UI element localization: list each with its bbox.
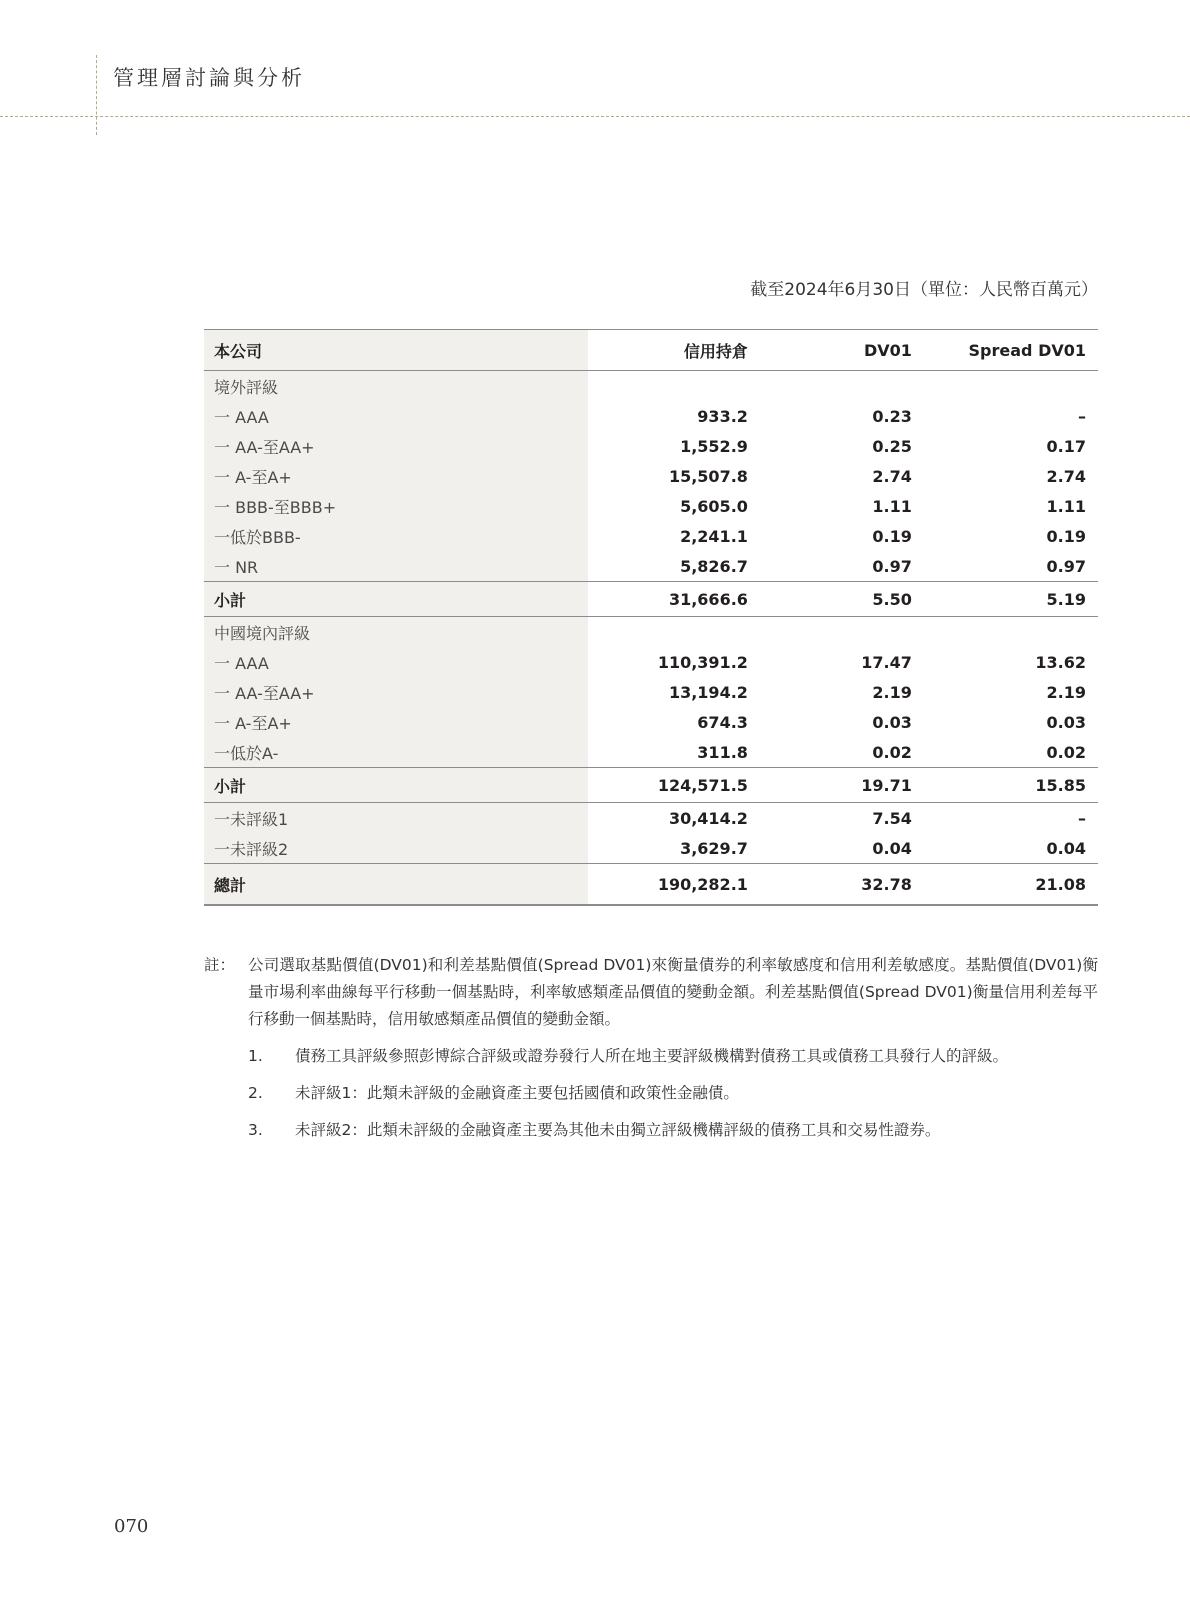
table-row	[204, 431, 1098, 461]
note-intro	[204, 952, 1098, 1033]
group-header-row	[204, 371, 1098, 402]
credit-position-cell: 124,571.5	[588, 768, 748, 803]
row-label: 一 AA-至AA+	[204, 677, 588, 707]
credit-position-cell	[588, 617, 748, 648]
spread-dv01-cell: 21.08	[912, 864, 1098, 906]
note-item	[248, 1080, 1098, 1107]
dv01-cell: 2.74	[872, 466, 912, 486]
row-label: 一 A-至A+	[204, 707, 588, 737]
note-item	[248, 1043, 1098, 1070]
credit-position-cell: 674.3	[697, 712, 748, 732]
page-number: 070	[114, 1516, 149, 1537]
header-entity: 本公司	[204, 330, 588, 371]
notes-section	[204, 952, 1098, 1144]
spread-dv01-cell: 0.17	[1046, 436, 1086, 456]
spread-dv01-cell: 13.62	[1035, 652, 1086, 672]
table-row	[204, 833, 1098, 864]
dv01-cell: 0.19	[872, 526, 912, 546]
dv01-cell: 0.02	[872, 742, 912, 762]
credit-position-cell: 30,414.2	[668, 808, 748, 828]
table-row	[204, 803, 1098, 834]
dv01-cell: 32.78	[748, 864, 912, 906]
spread-dv01-cell: –	[1078, 808, 1086, 828]
table-row	[204, 401, 1098, 431]
dv01-cell	[748, 371, 912, 402]
dv01-cell: 0.25	[872, 436, 912, 456]
dv01-cell: 0.97	[872, 556, 912, 576]
note-item-text: 未評級1：此類未評級的金融資產主要包括國債和政策性金融債。	[295, 1084, 739, 1102]
dv01-cell: 2.19	[872, 682, 912, 702]
row-label: 一 AAA	[204, 401, 588, 431]
spread-dv01-cell: 0.19	[1046, 526, 1086, 546]
spread-dv01-cell: 0.03	[1046, 712, 1086, 732]
spread-dv01-cell: 1.11	[1046, 496, 1086, 516]
table-row	[204, 461, 1098, 491]
note-mark: 註：	[204, 956, 236, 974]
credit-position-cell: 1,552.9	[680, 436, 748, 456]
note-item	[248, 1117, 1098, 1144]
credit-position-cell: 31,666.6	[588, 582, 748, 617]
header-spread-dv01: Spread DV01	[912, 330, 1098, 371]
credit-position-cell: 15,507.8	[668, 466, 748, 486]
header-divider-horizontal	[0, 116, 1190, 117]
total-row	[204, 864, 1098, 906]
note-item-number: 3.	[248, 1121, 263, 1139]
spread-dv01-cell: 0.04	[1046, 838, 1086, 858]
dv01-cell: 0.04	[872, 838, 912, 858]
row-label: 一 BBB-至BBB+	[204, 491, 588, 521]
row-label: 一未評級1	[204, 803, 588, 834]
spread-dv01-cell: 0.02	[1046, 742, 1086, 762]
credit-position-cell: 5,826.7	[680, 556, 748, 576]
spread-dv01-cell: 2.74	[1046, 466, 1086, 486]
credit-position-cell: 5,605.0	[680, 496, 748, 516]
credit-position-cell: 13,194.2	[668, 682, 748, 702]
subtotal-row	[204, 582, 1098, 617]
dv01-cell: 5.50	[748, 582, 912, 617]
header-dv01: DV01	[748, 330, 912, 371]
dv01-cell: 0.23	[872, 406, 912, 426]
dv01-cell: 19.71	[748, 768, 912, 803]
spread-dv01-cell: 15.85	[912, 768, 1098, 803]
row-label: 總計	[204, 864, 588, 906]
row-label: 境外評級	[204, 371, 588, 402]
credit-position-cell: 110,391.2	[657, 652, 748, 672]
spread-dv01-cell	[912, 617, 1098, 648]
dv01-cell: 7.54	[872, 808, 912, 828]
dv01-cell: 1.11	[872, 496, 912, 516]
note-item-number: 1.	[248, 1047, 263, 1065]
row-label: 小計	[204, 582, 588, 617]
row-label: 一低於A-	[204, 737, 588, 768]
table-row	[204, 677, 1098, 707]
table-row	[204, 521, 1098, 551]
spread-dv01-cell: 0.97	[1046, 556, 1086, 576]
table-header-row	[204, 330, 1098, 371]
row-label: 中國境內評級	[204, 617, 588, 648]
spread-dv01-cell: 2.19	[1046, 682, 1086, 702]
credit-position-cell: 190,282.1	[588, 864, 748, 906]
group-header-row	[204, 617, 1098, 648]
credit-position-cell: 933.2	[697, 406, 748, 426]
row-label: 一 AAA	[204, 647, 588, 677]
table-row	[204, 737, 1098, 768]
table-row	[204, 707, 1098, 737]
credit-position-cell: 2,241.1	[680, 526, 748, 546]
row-label: 一 A-至A+	[204, 461, 588, 491]
dv01-cell: 17.47	[861, 652, 912, 672]
credit-position-cell: 3,629.7	[680, 838, 748, 858]
note-item-text: 未評級2：此類未評級的金融資產主要為其他未由獨立評級機構評級的債務工具和交易性證券。	[295, 1121, 941, 1139]
row-label: 一 NR	[204, 551, 588, 582]
table-row	[204, 491, 1098, 521]
row-label: 小計	[204, 768, 588, 803]
spread-dv01-cell: 5.19	[912, 582, 1098, 617]
dv01-cell	[748, 617, 912, 648]
credit-exposure-table	[204, 329, 1098, 906]
table-caption: 截至2024年6月30日（單位：人民幣百萬元）	[750, 280, 1098, 300]
note-item-number: 2.	[248, 1084, 263, 1102]
dv01-cell: 0.03	[872, 712, 912, 732]
note-intro-text: 公司選取基點價值(DV01)和利差基點價值(Spread DV01)來衡量債券的利率敏感度和信用利差敏感度。基點價值(DV01)衡量市場利率曲線每平行移動一個基點時，利率敏感類產品價值的變動金額。利差基點價值(Spread DV01)衡量信用利差每平行移動一個基點時，信用敏感類產品價值的變動金額。	[248, 956, 1098, 1028]
table-row	[204, 647, 1098, 677]
header-divider-vertical	[96, 55, 97, 135]
credit-position-cell	[588, 371, 748, 402]
section-title: 管理層討論與分析	[113, 66, 305, 90]
subtotal-row	[204, 768, 1098, 803]
row-label: 一低於BBB-	[204, 521, 588, 551]
note-item-text: 債務工具評級參照彭博綜合評級或證券發行人所在地主要評級機構對債務工具或債務工具發行人的評級。	[295, 1047, 1009, 1065]
table-body	[204, 371, 1098, 906]
spread-dv01-cell: –	[1078, 406, 1086, 426]
table-row	[204, 551, 1098, 582]
credit-position-cell: 311.8	[697, 742, 748, 762]
spread-dv01-cell	[912, 371, 1098, 402]
header-credit-position: 信用持倉	[588, 330, 748, 371]
row-label: 一 AA-至AA+	[204, 431, 588, 461]
row-label: 一未評級2	[204, 833, 588, 864]
